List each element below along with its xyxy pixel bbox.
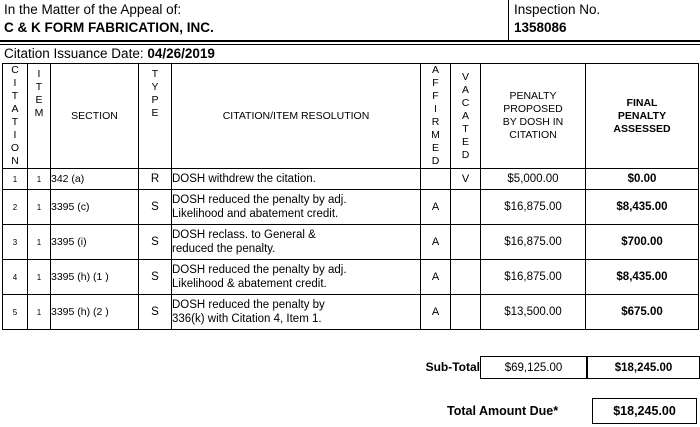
- inspection-number-block: [514, 1, 600, 37]
- cell-resolution-line2: Likelihood & abatement credit.: [172, 278, 327, 290]
- cell-item: 1: [28, 295, 51, 330]
- citation-issuance-date-value: 04/26/2019: [147, 46, 215, 61]
- cell-final-penalty: $700.00: [586, 225, 699, 260]
- table-header-row: [3, 64, 699, 169]
- header-affirmed: A F F I R M E D: [421, 64, 451, 169]
- cell-penalty-proposed: $16,875.00: [481, 225, 586, 260]
- header-final-penalty: FINAL PENALTY ASSESSED: [586, 64, 699, 169]
- cell-resolution: [172, 169, 421, 190]
- inspection-number-value: 1358086: [514, 20, 567, 35]
- cell-vacated: [451, 260, 481, 295]
- cell-item: 1: [28, 260, 51, 295]
- subtotal-row: [2, 356, 698, 379]
- cell-type: S: [139, 260, 172, 295]
- cell-resolution-line1: DOSH reduced the penalty by adj.: [172, 193, 347, 206]
- case-caption-block: [0, 0, 700, 40]
- table-row: [3, 190, 699, 225]
- cell-final-penalty: $8,435.00: [586, 190, 699, 225]
- header-rule-thick: [0, 40, 700, 42]
- cell-penalty-proposed: $13,500.00: [481, 295, 586, 330]
- cell-resolution-line2: 336(k) with Citation 4, Item 1.: [172, 313, 322, 325]
- cell-vacated: V: [451, 169, 481, 190]
- cell-section: 3395 (c): [51, 190, 139, 225]
- cell-resolution-line1: DOSH reduced the penalty by: [172, 298, 325, 311]
- cell-type: R: [139, 169, 172, 190]
- cell-citation: 3: [3, 225, 28, 260]
- cell-resolution-line2: Likelihood and abatement credit.: [172, 208, 339, 220]
- cell-affirmed: [421, 169, 451, 190]
- inspection-number-label: Inspection No.: [514, 2, 601, 17]
- cell-item: 1: [28, 225, 51, 260]
- case-caption-left: [4, 1, 504, 37]
- cell-final-penalty: $0.00: [586, 169, 699, 190]
- cell-citation: 1: [3, 169, 28, 190]
- header-penalty-proposed: PENALTY PROPOSED BY DOSH IN CITATION: [481, 64, 586, 169]
- cell-resolution-line1: DOSH withdrew the citation.: [172, 172, 316, 185]
- subtotal-final-penalty: $18,245.00: [587, 356, 700, 379]
- cell-resolution: [172, 295, 421, 330]
- cell-type: S: [139, 225, 172, 260]
- cell-section: 3395 (h) (1 ): [51, 260, 139, 295]
- matter-label: In the Matter of the Appeal of:: [4, 2, 182, 17]
- cell-section: 342 (a): [51, 169, 139, 190]
- cell-penalty-proposed: $16,875.00: [481, 190, 586, 225]
- header-item: I T E M: [28, 64, 51, 169]
- cell-resolution-line1: DOSH reclass. to General &: [172, 228, 316, 241]
- table-row: [3, 260, 699, 295]
- cell-type: S: [139, 190, 172, 225]
- cell-section: 3395 (i): [51, 225, 139, 260]
- cell-item: 1: [28, 169, 51, 190]
- cell-penalty-proposed: $16,875.00: [481, 260, 586, 295]
- cell-resolution: [172, 225, 421, 260]
- header-section: SECTION: [51, 64, 139, 169]
- cell-vacated: [451, 225, 481, 260]
- header-vacated: V A C A T E D: [451, 64, 481, 169]
- header-citation: C I T A T I O N: [3, 64, 28, 169]
- cell-affirmed: A: [421, 225, 451, 260]
- cell-citation: 2: [3, 190, 28, 225]
- cell-type: S: [139, 295, 172, 330]
- subtotal-penalty-proposed: $69,125.00: [480, 356, 587, 379]
- cell-affirmed: A: [421, 260, 451, 295]
- subtotal-label: Sub-Total: [425, 360, 480, 374]
- total-amount-due-row: [0, 398, 700, 424]
- cell-vacated: [451, 190, 481, 225]
- cell-resolution: [172, 260, 421, 295]
- total-amount-due-label: Total Amount Due*: [447, 404, 559, 418]
- citation-resolution-table: [2, 63, 699, 330]
- caption-vertical-divider: [508, 0, 509, 40]
- cell-final-penalty: $8,435.00: [586, 260, 699, 295]
- cell-affirmed: A: [421, 190, 451, 225]
- cell-item: 1: [28, 190, 51, 225]
- table-row: [3, 295, 699, 330]
- header-type: T Y P E: [139, 64, 172, 169]
- table-row: [3, 169, 699, 190]
- citation-issuance-date-label: Citation Issuance Date:: [4, 46, 144, 61]
- table-row: [3, 225, 699, 260]
- cell-penalty-proposed: $5,000.00: [481, 169, 586, 190]
- respondent-name: C & K FORM FABRICATION, INC.: [4, 20, 214, 35]
- cell-section: 3395 (h) (2 ): [51, 295, 139, 330]
- header-rule-thin: [0, 44, 700, 45]
- cell-citation: 4: [3, 260, 28, 295]
- cell-resolution-line2: reduced the penalty.: [172, 243, 276, 255]
- citation-issuance-date: [4, 46, 215, 62]
- cell-resolution-line1: DOSH reduced the penalty by adj.: [172, 263, 347, 276]
- cell-final-penalty: $675.00: [586, 295, 699, 330]
- cell-citation: 5: [3, 295, 28, 330]
- cell-resolution: [172, 190, 421, 225]
- cell-affirmed: A: [421, 295, 451, 330]
- total-amount-due-value: $18,245.00: [592, 398, 697, 424]
- header-resolution: CITATION/ITEM RESOLUTION: [172, 64, 421, 169]
- cell-vacated: [451, 295, 481, 330]
